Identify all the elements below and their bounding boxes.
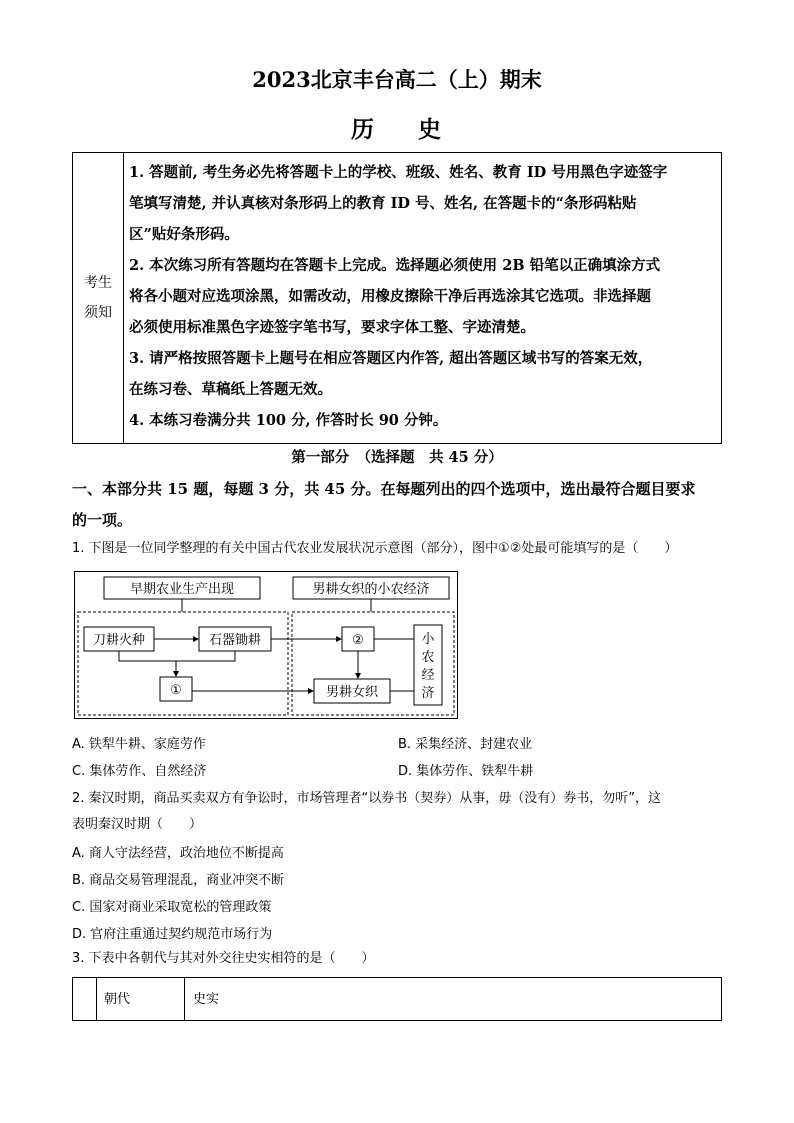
q2-option-a: A. 商人守法经营，政治地位不断提高 — [72, 846, 284, 861]
q2-option-d: D. 官府注重通过契约规范市场行为 — [72, 927, 273, 942]
stone-hoe-label: 石器锄耕 — [208, 633, 262, 648]
notice-line: 笔填写清楚, 并认真核对条形码上的教育 ID 号、姓名, 在答题卡的“条形码粘贴 — [129, 195, 637, 212]
blank-1-label: ① — [170, 683, 182, 698]
notice-line: 2. 本次练习所有答题均在答题卡上完成。选择题必须使用 2B 铅笔以正确填涂方式 — [129, 257, 661, 274]
section-instruction — [72, 474, 728, 536]
candidate-notice-box — [72, 152, 722, 444]
notice-line: 将各小题对应选项涂黑，如需改动，用橡皮擦除干净后再选涂其它选项。非选择题 — [129, 288, 651, 305]
notice-body — [129, 157, 715, 436]
subject-char-2: 史 — [418, 116, 443, 143]
question-3-stem: 3. 下表中各朝代与其对外交往史实相符的是（ ） — [72, 951, 375, 966]
q3-table-header-facts: 史实 — [193, 992, 220, 1007]
q3-table-header-row — [72, 977, 722, 1021]
vertical-char: 经 — [421, 668, 435, 683]
q2-stem-line-1: 2. 秦汉时期，商品买卖双方有争讼时，市场管理者“以券书（契券）从事，毋（没有）券书，勿听”，这 — [72, 791, 662, 806]
notice-line: 4. 本练习卷满分共 100 分, 作答时长 90 分钟。 — [129, 412, 448, 429]
section-line-2: 的一项。 — [72, 511, 133, 529]
notice-line: 必须使用标准黑色字迹签字笔书写，要求字体工整、字迹清楚。 — [129, 319, 535, 336]
notice-label — [73, 153, 124, 443]
small-peasant-title-label: 男耕女织的小农经济 — [312, 582, 430, 597]
subject-char-1: 历 — [351, 116, 376, 143]
men-women-label: 男耕女织 — [325, 685, 379, 700]
q2-option-c: C. 国家对商业采取宽松的管理政策 — [72, 900, 272, 915]
document-title: 2023北京丰台高二（上）期末 — [252, 67, 542, 92]
question-1-stem: 1. 下图是一位同学整理的有关中国古代农业发展状况示意图（部分），图中①②处最可能填写的是（ ） — [72, 541, 678, 556]
q2-option-b: B. 商品交易管理混乱，商业冲突不断 — [72, 873, 285, 888]
section-line-1: 一、本部分共 15 题，每题 3 分，共 45 分。在每题列出的四个选项中，选出最符合题目要求 — [72, 480, 696, 498]
vertical-char: 农 — [421, 650, 435, 665]
notice-line: 1. 答题前, 考生务必先将答题卡上的学校、班级、姓名、教育 ID 号用黑色字迹签字 — [129, 164, 668, 181]
notice-line: 3. 请严格按照答题卡上题号在相应答题区内作答, 超出答题区域书写的答案无效， — [129, 350, 653, 367]
slash-burn-label: 刀耕火种 — [92, 633, 146, 648]
q1-option-d: D. 集体劳作、铁犁牛耕 — [398, 764, 534, 779]
q2-stem-line-2: 表明秦汉时期（ ） — [72, 817, 203, 832]
q1-option-b: B. 采集经济、封建农业 — [398, 737, 533, 752]
blank-2-label: ② — [352, 633, 364, 648]
notice-label-line2: 须知 — [84, 305, 112, 321]
q3-table-header-dynasty: 朝代 — [104, 992, 131, 1007]
question-2-stem — [72, 786, 728, 838]
q3-table-col-blank — [73, 978, 97, 1020]
early-agriculture-label: 早期农业生产出现 — [129, 582, 235, 597]
notice-line: 区”贴好条形码。 — [129, 226, 239, 243]
notice-label-line1: 考生 — [84, 275, 112, 291]
notice-line: 在练习卷、草稿纸上答题无效。 — [129, 381, 332, 398]
vertical-char: 小 — [421, 632, 435, 647]
subject-heading — [0, 111, 794, 144]
q1-option-c: C. 集体劳作、自然经济 — [72, 764, 207, 779]
q1-option-a: A. 铁犁牛耕、家庭劳作 — [72, 737, 206, 752]
agriculture-development-diagram — [74, 571, 458, 719]
part-heading: 第一部分 （选择题 共 45 分） — [291, 449, 503, 466]
vertical-char: 济 — [421, 686, 435, 701]
